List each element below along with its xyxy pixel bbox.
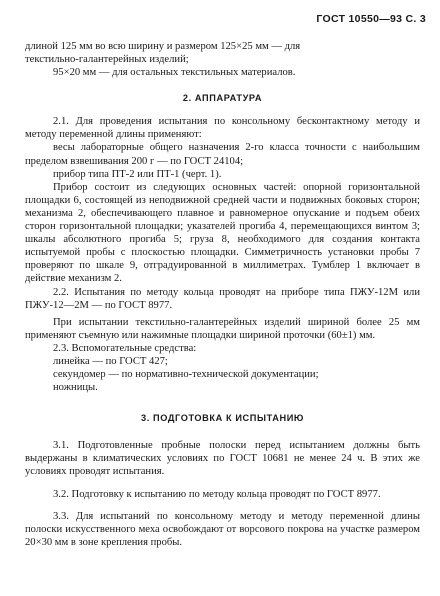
paragraph-2-2: 2.2. Испытания по методу кольца проводят на приборе типа ПЖУ-12М или ПЖУ-12—2М — по ГОСТ 8977. [25, 286, 420, 311]
intro-line-1: длиной 125 мм во всю ширину и размером 125×25 мм — для [25, 41, 301, 52]
paragraph-2-1: 2.1. Для проведения испытания по консольному бесконтактному методу и методу переменной длины применяют: [25, 116, 420, 141]
device-parts-paragraph: Прибор состоит из следующих основных частей: опорной горизонтальной площадки 6, состоящей из неподвижной средней части и подвижных боковых сторон; механизма 2, обеспечивающего плавное и равномерное опускание и подъем обеих сторон горизонтальной площадки; указателей прогиба 4, перемещающихся винтом 3; шкалы абсолютного прогиба 5; груза 8, необходимого для создания контакта испытуемой пробы с плоскостью площадки. Симметричность установки пробы 7 проверяют по шкале 9, отградуированной в миллиметрах. Тумблер 1 включает в действие механизм 2. [25, 181, 420, 285]
intro-line-3: 95×20 мм — для остальных текстильных материалов. [53, 67, 296, 79]
paragraph-2-3: 2.3. Вспомогательные средства: [53, 342, 197, 354]
ruler-item: линейка — по ГОСТ 427; [53, 355, 168, 367]
section-2-title: 2. АППАРАТУРА [182, 93, 263, 104]
intro-line-2: текстильно-галантерейных изделий; [25, 54, 189, 66]
document-body [25, 40, 420, 549]
stopwatch-item: секундомер — по нормативно-технической документации; [53, 369, 319, 381]
section-3-title: 3. ПОДГОТОВКА К ИСПЫТАНИЮ [141, 413, 304, 424]
device-item: прибор типа ПТ-2 или ПТ-1 (черт. 1). [53, 168, 222, 180]
paragraph-3-2: 3.2. Подготовку к испытанию по методу кольца проводят по ГОСТ 8977. [53, 488, 381, 500]
page-header: ГОСТ 10550—93 С. 3 [316, 13, 426, 25]
paragraph-3-1: 3.1. Подготовленные пробные полоски перед испытанием должны быть выдержаны в климатических условиях по ГОСТ 10681 не менее 24 ч. В этих же условиях проводят испытания. [25, 440, 420, 478]
scissors-item: ножницы. [53, 382, 98, 394]
paragraph-3-3: 3.3. Для испытаний по консольному методу и методу переменной длины полоски искусственного меха освобождают от ворсового покрова на участке размером 20×30 мм в зоне крепления пробы. [25, 510, 420, 548]
paragraph-2-2-textile: При испытании текстильно-галантерейных изделий шириной более 25 мм применяют съемную или нажимные площадки шириной проточки (60±1) мм. [25, 316, 420, 341]
scales-item: весы лабораторные общего назначения 2-го класса точности с наибольшим пределом взвешивания 200 г — по ГОСТ 24104; [25, 142, 420, 167]
